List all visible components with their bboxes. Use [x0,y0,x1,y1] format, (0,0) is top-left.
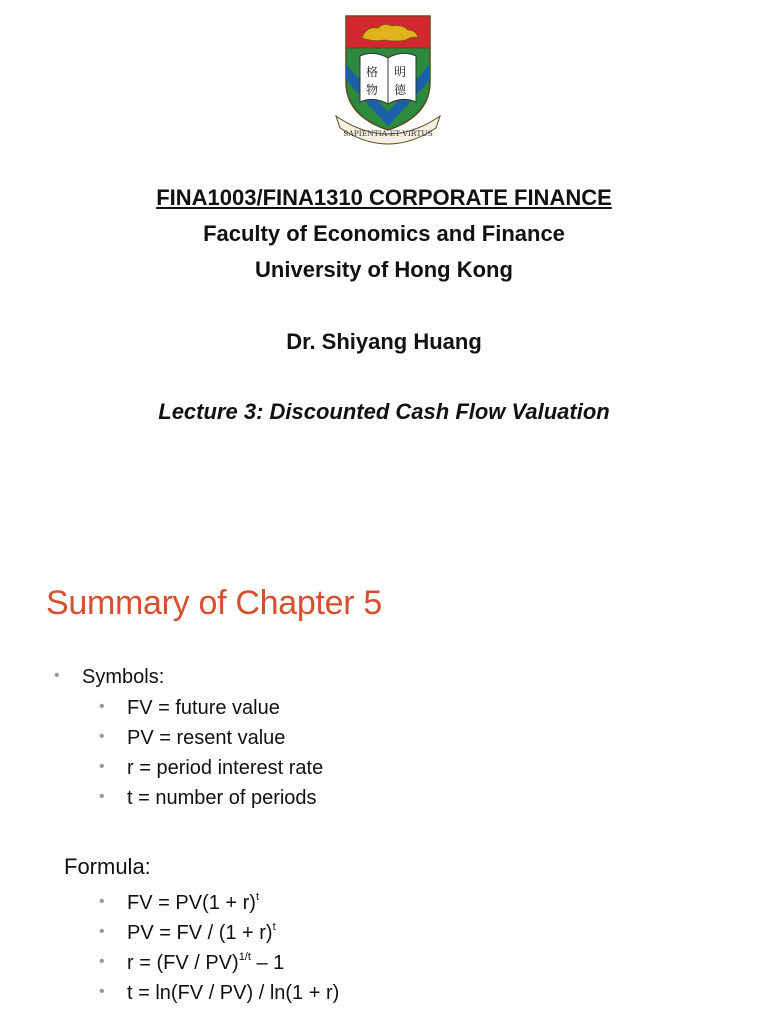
crest-glyph: 德 [394,83,407,97]
course-title: FINA1003/FINA1310 CORPORATE FINANCE [156,185,612,210]
faculty-name: Faculty of Economics and Finance [203,221,565,246]
bullet-icon: • [99,788,105,805]
symbols-heading: • Symbols: [54,666,165,688]
formula-item: • t = ln(FV / PV) / ln(1 + r) [99,982,340,1004]
formula-item: • r = (FV / PV)$^{1/t}$ – 1 [99,951,285,974]
summary-slide [0,520,768,1024]
crest-glyph: 明 [394,65,407,79]
bullet-icon: • [99,698,105,715]
formula-item: • PV = FV / $(1 + r)^t$ [99,921,276,944]
author-name: Dr. Shiyang Huang [286,329,482,354]
title-block [0,180,768,430]
formula-heading: Formula: [64,854,151,879]
bullet-icon: • [99,728,105,745]
crest-motto: SAPIENTIA·ET·VIRTUS [343,129,433,138]
crest-glyph: 物 [366,83,379,97]
bullet-icon: • [99,983,105,1000]
university-name: University of Hong Kong [255,257,513,282]
list-item: • PV = resent value [99,727,286,749]
university-crest-icon [332,12,444,148]
list-item: • r = period interest rate [99,757,324,779]
crest-glyph: 格 [366,65,379,79]
list-item: • FV = future value [99,697,280,719]
bullet-icon: • [99,758,105,775]
slide-title: Summary of Chapter 5 [46,584,383,622]
list-item: • t = number of periods [99,787,317,809]
bullet-icon: • [54,667,60,684]
bullet-icon: • [99,893,105,910]
lecture-title: Lecture 3: Discounted Cash Flow Valuation [158,399,610,424]
bullet-icon: • [99,953,105,970]
formula-item: • FV = $PV(1 + r)^t$ [99,891,259,914]
bullet-icon: • [99,923,105,940]
